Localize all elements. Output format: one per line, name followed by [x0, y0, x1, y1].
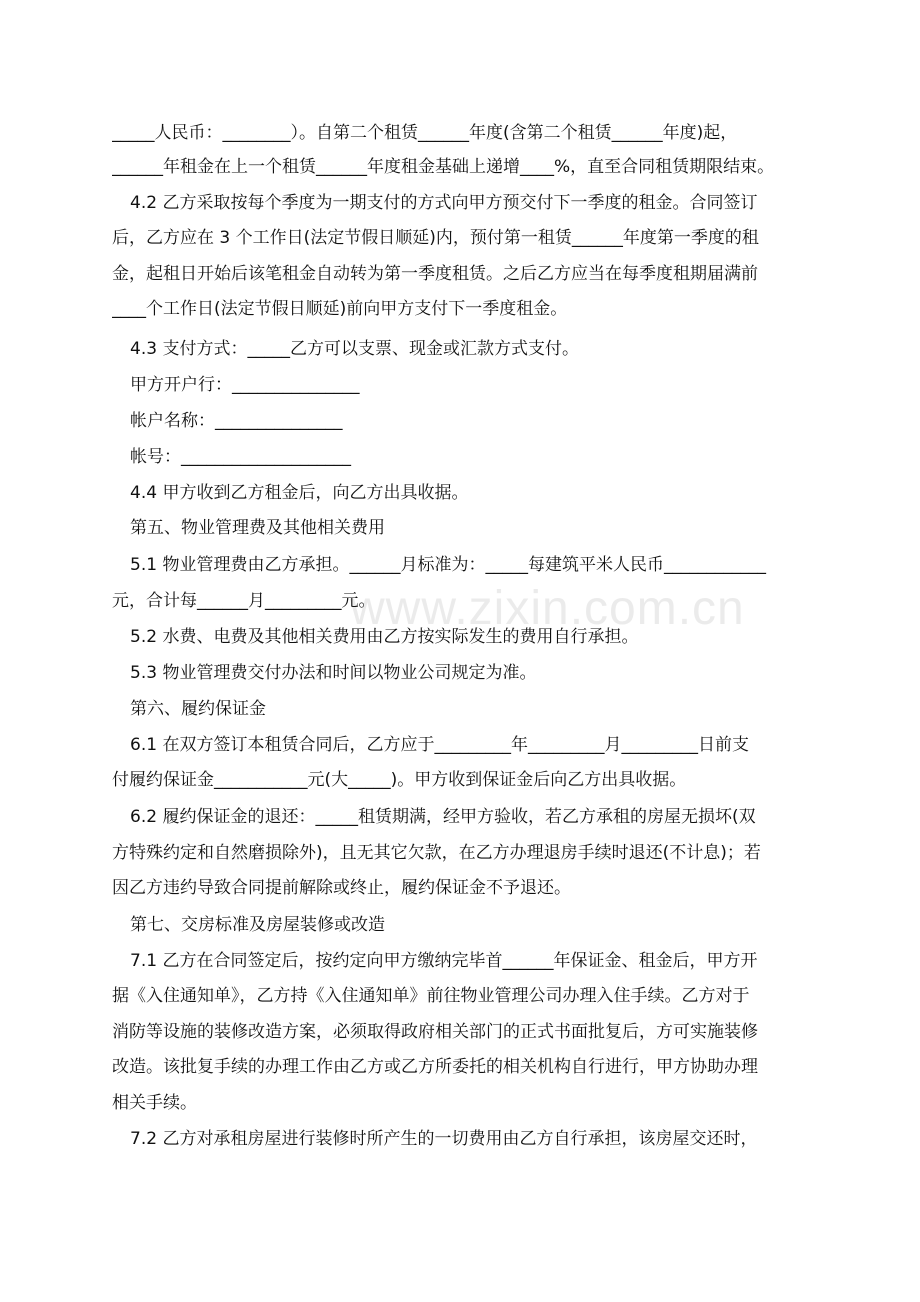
paragraph-line: _____人民币：________）。自第二个租赁______年度(含第二个租赁______年度)起， [112, 123, 738, 143]
account-number-line: 帐号：____________________ [130, 447, 351, 467]
paragraph-line: 因乙方违约导致合同提前解除或终止，履约保证金不予退还。 [112, 878, 571, 898]
paragraph-line: 改造。该批复手续的办理工作由乙方或乙方所委托的相关机构自行进行，甲方协助办理 [112, 1057, 758, 1077]
section-heading-5: 第五、物业管理费及其他相关费用 [130, 518, 385, 538]
section-heading-7: 第七、交房标准及房屋装修或改造 [130, 915, 385, 935]
paragraph-line: 据《入住通知单》，乙方持《入住通知单》前往物业管理公司办理入住手续。乙方对于 [112, 986, 750, 1006]
paragraph-line: 元，合计每______月_________元。 [112, 591, 376, 611]
account-name-line: 帐户名称：_______________ [130, 411, 343, 431]
watermark-text: www.zixin.com.cn [350, 582, 745, 635]
clause-6-2-line: 6.2 履约保证金的退还：_____租赁期满，经甲方验收，若乙方承租的房屋无损坏(双 [130, 807, 756, 827]
clause-6-1-line: 6.1 在双方签订本租赁合同后，乙方应于_________年_________月_________日前支 [130, 735, 749, 755]
section-heading-6: 第六、履约保证金 [130, 699, 266, 719]
paragraph-line: 付履约保证金___________元(大_____)。甲方收到保证金后向乙方出具收据。 [112, 770, 687, 790]
paragraph-line: 后，乙方应在 3 个工作日(法定节假日顺延)内，预付第一租赁______年度第一季度的租 [112, 228, 759, 248]
clause-5-1-line: 5.1 物业管理费由乙方承担。______月标准为：_____每建筑平米人民币____________ [130, 555, 766, 575]
clause-7-1-line: 7.1 乙方在合同签定后，按约定向甲方缴纳完毕首______年保证金、租金后，甲方开 [130, 951, 758, 971]
bank-name-line: 甲方开户行：_______________ [130, 375, 360, 395]
paragraph-line: 相关手续。 [112, 1093, 197, 1113]
paragraph-line: ____个工作日(法定节假日顺延)前向甲方支付下一季度租金。 [112, 299, 568, 319]
clause-5-2-line: 5.2 水费、电费及其他相关费用由乙方按实际发生的费用自行承担。 [130, 627, 639, 647]
paragraph-line: ______年租金在上一个租赁______年度租金基础上递增____%，直至合同租赁期限结束。 [112, 157, 775, 177]
paragraph-line: 方特殊约定和自然磨损除外)，且无其它欠款，在乙方办理退房手续时退还(不计息)；若 [112, 843, 761, 863]
clause-7-2-line: 7.2 乙方对承租房屋进行装修时所产生的一切费用由乙方自行承担，该房屋交还时， [130, 1129, 758, 1149]
clause-4-3-line: 4.3 支付方式：_____乙方可以支票、现金或汇款方式支付。 [130, 339, 579, 359]
paragraph-line: 消防等设施的装修改造方案，必须取得政府相关部门的正式书面批复后，方可实施装修 [112, 1022, 758, 1042]
paragraph-line: 金，起租日开始后该笔租金自动转为第一季度租赁。之后乙方应当在每季度租期届满前 [112, 264, 758, 284]
clause-4-4-line: 4.4 甲方收到乙方租金后，向乙方出具收据。 [130, 483, 469, 503]
clause-4-2-line: 4.2 乙方采取按每个季度为一期支付的方式向甲方预交付下一季度的租金。合同签订 [130, 193, 758, 213]
clause-5-3-line: 5.3 物业管理费交付办法和时间以物业公司规定为准。 [130, 663, 537, 683]
